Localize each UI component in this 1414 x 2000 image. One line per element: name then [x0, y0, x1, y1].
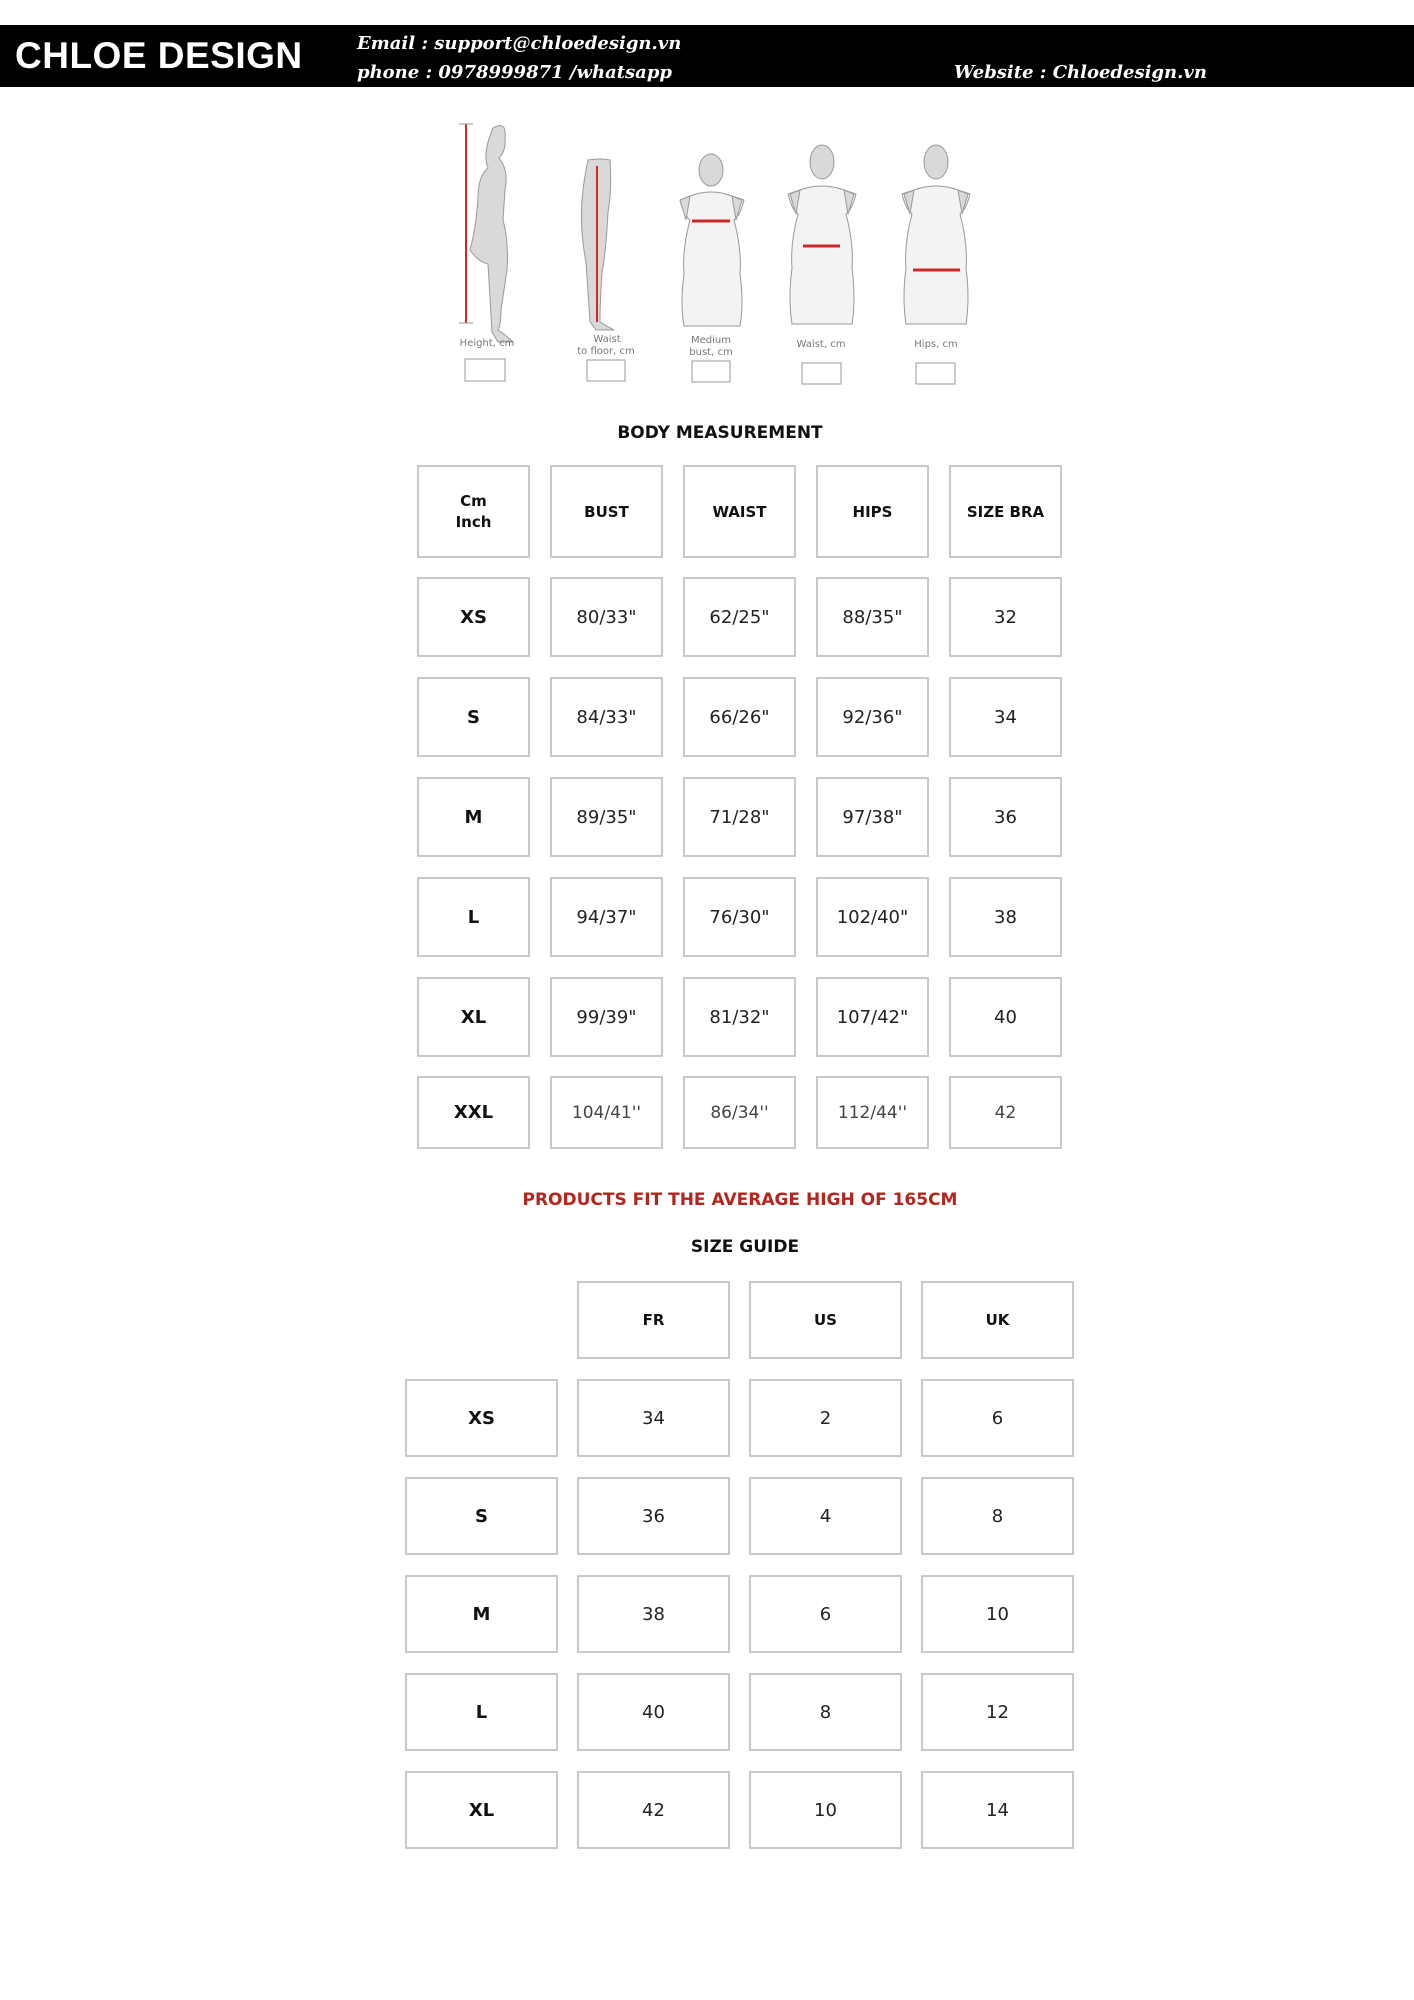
header-bust: BUST: [550, 465, 663, 558]
sg-s-fr: 36: [577, 1477, 730, 1555]
bm-xl-waist: 81/32": [683, 977, 796, 1057]
header-size-bra: SIZE BRA: [949, 465, 1062, 558]
unit-corner-cell: [417, 465, 530, 558]
hips-input-box[interactable]: [916, 363, 955, 384]
height-input-box[interactable]: [465, 359, 505, 381]
contact-phone[interactable]: phone : 0978999871 /whatsapp: [357, 62, 673, 83]
sg-l-fr: 40: [577, 1673, 730, 1751]
bm-size-xl: XL: [417, 977, 530, 1057]
bm-xl-bust: 99/39": [550, 977, 663, 1057]
sg-m-us: 6: [749, 1575, 902, 1653]
bm-size-m: M: [417, 777, 530, 857]
bust-figure-icon: [680, 154, 744, 326]
bm-s-bra: 34: [949, 677, 1062, 757]
figure-label-height: Height, cm: [459, 338, 515, 349]
bm-s-hips: 92/36": [816, 677, 929, 757]
bm-xxl-hips: 112/44'': [816, 1076, 929, 1149]
sg-l-uk: 12: [921, 1673, 1074, 1751]
bm-l-bra: 38: [949, 877, 1062, 957]
sg-l-us: 8: [749, 1673, 902, 1751]
waist-figure-icon: [788, 145, 856, 324]
figure-label-waist-floor-1: Waist: [593, 334, 621, 345]
sg-xl-us: 10: [749, 1771, 902, 1849]
measurement-figures: [0, 0, 1414, 400]
sg-s-uk: 8: [921, 1477, 1074, 1555]
bm-size-l: L: [417, 877, 530, 957]
bm-m-bust: 89/35": [550, 777, 663, 857]
bm-l-bust: 94/37": [550, 877, 663, 957]
waist-to-floor-figure-icon: [582, 159, 615, 330]
bm-xs-waist: 62/25": [683, 577, 796, 657]
sg-m-uk: 10: [921, 1575, 1074, 1653]
sg-size-l: L: [405, 1673, 558, 1751]
bm-xxl-bra: 42: [949, 1076, 1062, 1149]
sg-size-xl: XL: [405, 1771, 558, 1849]
figure-label-bust-2: bust, cm: [689, 347, 733, 358]
bm-l-hips: 102/40": [816, 877, 929, 957]
sg-xs-uk: 6: [921, 1379, 1074, 1457]
bm-m-bra: 36: [949, 777, 1062, 857]
contact-email[interactable]: Email : support@chloedesign.vn: [357, 33, 682, 54]
sg-s-us: 4: [749, 1477, 902, 1555]
bm-m-hips: 97/38": [816, 777, 929, 857]
bm-m-waist: 71/28": [683, 777, 796, 857]
header-us: US: [749, 1281, 902, 1359]
bm-xs-bra: 32: [949, 577, 1062, 657]
bm-s-bust: 84/33": [550, 677, 663, 757]
bm-xxl-waist: 86/34'': [683, 1076, 796, 1149]
header-hips: HIPS: [816, 465, 929, 558]
figure-label-bust-1: Medium: [691, 335, 731, 346]
sg-xs-fr: 34: [577, 1379, 730, 1457]
header-uk: UK: [921, 1281, 1074, 1359]
bm-xs-hips: 88/35": [816, 577, 929, 657]
figure-label-waist-floor-2: to floor, cm: [577, 346, 635, 357]
waist-floor-input-box[interactable]: [587, 360, 625, 381]
bm-xxl-bust: 104/41'': [550, 1076, 663, 1149]
bust-input-box[interactable]: [692, 361, 730, 382]
sg-size-xs: XS: [405, 1379, 558, 1457]
unit-cm: Cm: [460, 491, 487, 510]
sg-size-m: M: [405, 1575, 558, 1653]
header-waist: WAIST: [683, 465, 796, 558]
header-fr: FR: [577, 1281, 730, 1359]
bm-l-waist: 76/30": [683, 877, 796, 957]
fit-notice: PRODUCTS FIT THE AVERAGE HIGH OF 165CM: [522, 1190, 958, 1210]
waist-input-box[interactable]: [802, 363, 841, 384]
bm-xs-bust: 80/33": [550, 577, 663, 657]
figure-label-hips: Hips, cm: [914, 339, 958, 350]
size-guide-title: SIZE GUIDE: [690, 1237, 800, 1257]
sg-xl-fr: 42: [577, 1771, 730, 1849]
sg-xl-uk: 14: [921, 1771, 1074, 1849]
unit-inch: Inch: [455, 512, 492, 531]
bm-xl-bra: 40: [949, 977, 1062, 1057]
sg-xs-us: 2: [749, 1379, 902, 1457]
sg-m-fr: 38: [577, 1575, 730, 1653]
height-figure-icon: [459, 124, 512, 342]
figure-label-waist: Waist, cm: [796, 339, 846, 350]
body-measurement-title: BODY MEASUREMENT: [617, 423, 823, 443]
bm-size-xxl: XXL: [417, 1076, 530, 1149]
bm-size-xs: XS: [417, 577, 530, 657]
hips-figure-icon: [902, 145, 970, 324]
bm-s-waist: 66/26": [683, 677, 796, 757]
bm-xl-hips: 107/42": [816, 977, 929, 1057]
sg-size-s: S: [405, 1477, 558, 1555]
contact-website[interactable]: Website : Chloedesign.vn: [954, 62, 1207, 83]
bm-size-s: S: [417, 677, 530, 757]
brand-logo: CHLOE DESIGN: [15, 35, 303, 76]
